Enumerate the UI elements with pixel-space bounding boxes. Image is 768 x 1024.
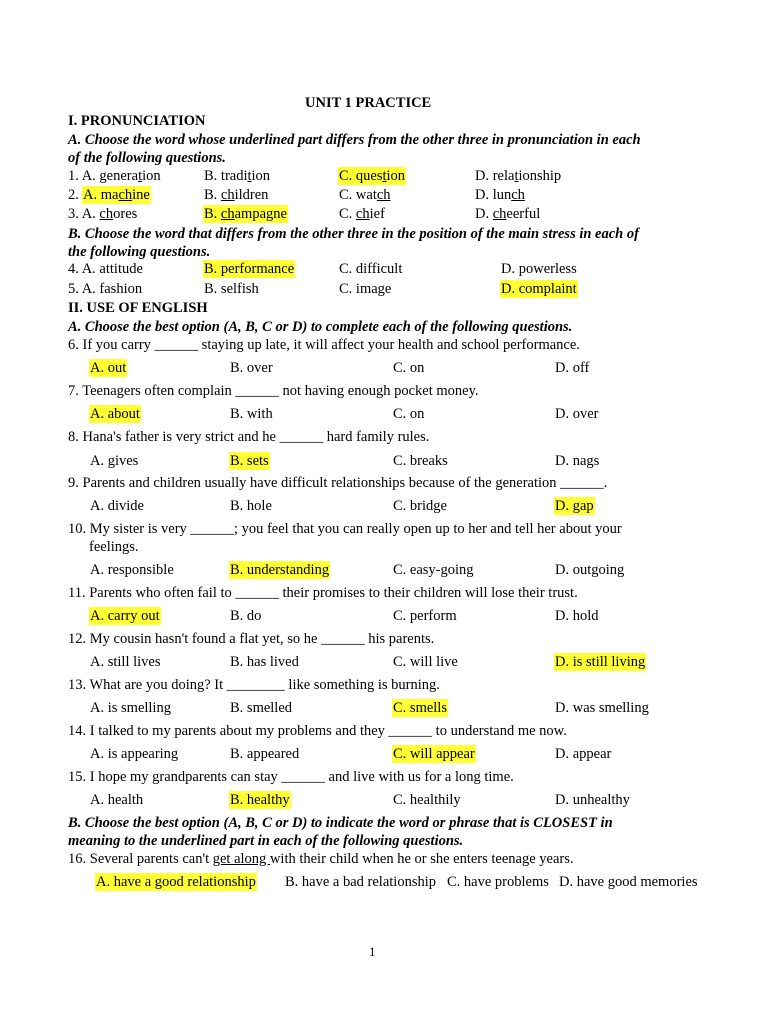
q4-option-c[interactable]: C. difficult <box>339 261 403 277</box>
question-1: 1. A. generation <box>68 168 161 184</box>
q13-option-a[interactable]: A. is smelling <box>90 700 171 716</box>
q3-option-c[interactable]: C. chief <box>339 206 385 222</box>
q13-option-c[interactable]: C. smells <box>393 700 447 716</box>
page-number: 1 <box>369 944 376 959</box>
q7-option-b[interactable]: B. with <box>230 406 273 422</box>
q1-option-d[interactable]: D. relationship <box>475 168 562 184</box>
q5-option-d[interactable]: D. complaint <box>501 281 577 297</box>
section-2a-instruction: A. Choose the best option (A, B, C or D) to complete each of the following questions. <box>68 319 573 335</box>
q4-option-b[interactable]: B. performance <box>204 261 295 277</box>
q8-option-a[interactable]: A. gives <box>90 453 139 469</box>
q16-option-b[interactable]: B. have a bad relationship <box>285 874 436 890</box>
q5-option-c[interactable]: C. image <box>339 281 392 297</box>
q2-option-c[interactable]: C. watch <box>339 187 391 203</box>
q6-option-a[interactable]: A. out <box>90 360 127 376</box>
question-16-stem: 16. Several parents can't get along with their child when he or she enters teenage years. <box>68 851 574 867</box>
q14-option-d[interactable]: D. appear <box>555 746 612 762</box>
question-7-stem: 7. Teenagers often complain ______ not having enough pocket money. <box>68 383 479 399</box>
section-1a-instruction-cont: of the following questions. <box>68 150 226 166</box>
q1-option-b[interactable]: B. tradition <box>204 168 271 184</box>
q16-option-a[interactable]: A. have a good relationship <box>96 874 256 890</box>
question-8-stem: 8. Hana's father is very strict and he ______ hard family rules. <box>68 429 430 445</box>
q8-option-c[interactable]: C. breaks <box>393 453 448 469</box>
section-1a-instruction: A. Choose the word whose underlined part differs from the other three in pronunciation in each <box>68 132 641 148</box>
q14-option-c[interactable]: C. will appear <box>393 746 475 762</box>
q15-option-c[interactable]: C. healthily <box>393 792 461 808</box>
section-2b-instruction-cont: meaning to the underlined part in each of the following questions. <box>68 833 464 849</box>
q12-option-b[interactable]: B. has lived <box>230 654 299 670</box>
q11-option-b[interactable]: B. do <box>230 608 262 624</box>
question-9-stem: 9. Parents and children usually have difficult relationships because of the generation ______. <box>68 475 608 491</box>
question-14-stem: 14. I talked to my parents about my problems and they ______ to understand me now. <box>68 723 567 739</box>
question-5: 5. A. fashion <box>68 281 143 297</box>
q11-option-c[interactable]: C. perform <box>393 608 457 624</box>
q12-option-d[interactable]: D. is still living <box>555 654 646 670</box>
q1-option-c[interactable]: C. question <box>339 168 406 184</box>
q2-option-b[interactable]: B. children <box>204 187 269 203</box>
q8-option-b[interactable]: B. sets <box>230 453 269 469</box>
q6-option-d[interactable]: D. off <box>555 360 590 376</box>
question-10-stem: 10. My sister is very ______; you feel that you can really open up to her and tell her about your <box>68 521 622 537</box>
section-1-heading: I. PRONUNCIATION <box>68 113 206 129</box>
question-4: 4. A. attitude <box>68 261 143 277</box>
q15-option-d[interactable]: D. unhealthy <box>555 792 630 808</box>
q12-option-a[interactable]: A. still lives <box>90 654 161 670</box>
q10-option-a[interactable]: A. responsible <box>90 562 174 578</box>
question-15-stem: 15. I hope my grandparents can stay ______ and live with us for a long time. <box>68 769 514 785</box>
question-11-stem: 11. Parents who often fail to ______ their promises to their children will lose their trust. <box>68 585 578 601</box>
q5-option-b[interactable]: B. selfish <box>204 281 259 297</box>
q3-option-d[interactable]: D. cheerful <box>475 206 541 222</box>
question-2: 2. <box>68 187 79 203</box>
q4-option-d[interactable]: D. powerless <box>501 261 577 277</box>
q10-option-b[interactable]: B. understanding <box>230 562 330 578</box>
q10-option-d[interactable]: D. outgoing <box>555 562 625 578</box>
q6-option-c[interactable]: C. on <box>393 360 425 376</box>
q10-option-c[interactable]: C. easy-going <box>393 562 474 578</box>
section-2b-instruction: B. Choose the best option (A, B, C or D) to indicate the word or phrase that is CLOSEST in <box>68 815 613 831</box>
q9-option-d[interactable]: D. gap <box>555 498 594 514</box>
section-2-heading: II. USE OF ENGLISH <box>68 300 208 316</box>
q6-option-b[interactable]: B. over <box>230 360 273 376</box>
q2-option-d[interactable]: D. lunch <box>475 187 525 203</box>
q14-option-a[interactable]: A. is appearing <box>90 746 179 762</box>
section-1b-instruction-cont: the following questions. <box>68 244 211 260</box>
question-13-stem: 13. What are you doing? It ________ like something is burning. <box>68 677 440 693</box>
q13-option-b[interactable]: B. smelled <box>230 700 293 716</box>
q7-option-c[interactable]: C. on <box>393 406 425 422</box>
q9-option-a[interactable]: A. divide <box>90 498 144 514</box>
q2-option-a[interactable]: A. machine <box>83 187 150 203</box>
q9-option-b[interactable]: B. hole <box>230 498 272 514</box>
page-title: UNIT 1 PRACTICE <box>305 95 432 111</box>
q8-option-d[interactable]: D. nags <box>555 453 600 469</box>
question-6-stem: 6. If you carry ______ staying up late, it will affect your health and school performance. <box>68 337 580 353</box>
q14-option-b[interactable]: B. appeared <box>230 746 300 762</box>
q3-option-b[interactable]: B. champagne <box>204 206 287 222</box>
q16-option-c[interactable]: C. have problems <box>447 874 549 890</box>
question-10-stem-cont: feelings. <box>89 539 139 555</box>
q12-option-c[interactable]: C. will live <box>393 654 458 670</box>
q15-option-b[interactable]: B. healthy <box>230 792 290 808</box>
section-1b-instruction: B. Choose the word that differs from the other three in the position of the main stress in each of <box>68 226 639 242</box>
question-12-stem: 12. My cousin hasn't found a flat yet, so he ______ his parents. <box>68 631 435 647</box>
q7-option-a[interactable]: A. about <box>90 406 140 422</box>
q13-option-d[interactable]: D. was smelling <box>555 700 649 716</box>
q11-option-a[interactable]: A. carry out <box>90 608 160 624</box>
q11-option-d[interactable]: D. hold <box>555 608 599 624</box>
question-3: 3. A. chores <box>68 206 138 222</box>
q9-option-c[interactable]: C. bridge <box>393 498 447 514</box>
q16-option-d[interactable]: D. have good memories <box>559 874 698 890</box>
q15-option-a[interactable]: A. health <box>90 792 144 808</box>
q7-option-d[interactable]: D. over <box>555 406 599 422</box>
